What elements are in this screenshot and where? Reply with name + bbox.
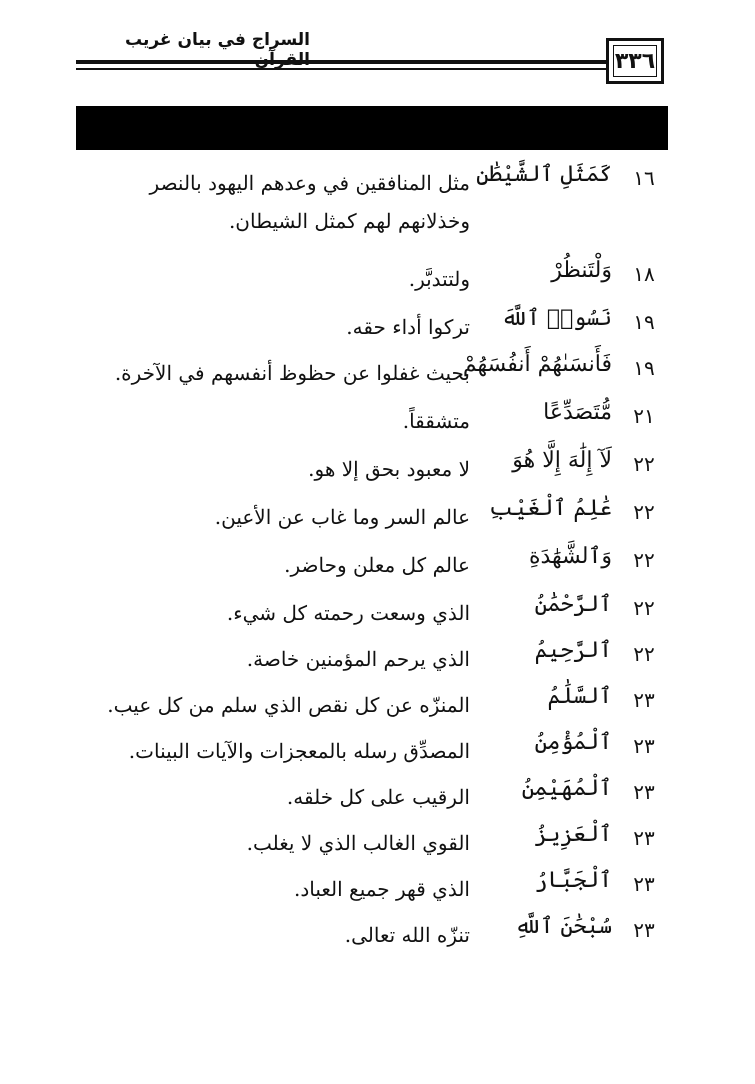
- word-meaning: الذي وسعت رحمته كل شيء.: [226, 601, 470, 625]
- table-row: [76, 492, 668, 540]
- table-header-band: [76, 106, 668, 150]
- table-row: [76, 818, 668, 864]
- quran-word: ٱلْعَزِيزُ: [534, 822, 612, 847]
- table-row: [76, 348, 668, 396]
- quran-word: ٱلْمُؤْمِنُ: [534, 730, 612, 755]
- quran-word: ٱلسَّلَٰمُ: [547, 684, 612, 709]
- word-meaning: القوي الغالب الذي لا يغلب.: [246, 831, 470, 855]
- quran-word: ٱلرَّحِيمُ: [534, 638, 612, 663]
- book-title: السراج في بيان غريب: [124, 30, 310, 50]
- word-meaning: تركوا أداء حقه.: [346, 315, 470, 339]
- page-number: ٣٣٦: [614, 48, 656, 74]
- header-rule-thin: [76, 68, 610, 70]
- page-header: [0, 0, 755, 90]
- verse-number: ٢٣: [633, 872, 655, 896]
- quran-word: سُبْحَٰنَ ٱللَّهِ: [514, 914, 612, 939]
- quran-word: نَسُوا۟ ٱللَّهَ: [501, 306, 612, 331]
- word-meaning: المنزّه عن كل نقص الذي سلم من كل عيب.: [107, 693, 470, 717]
- table-row: [76, 444, 668, 492]
- word-meaning: متشققاً.: [402, 409, 470, 433]
- verse-number: ٢٢: [633, 642, 655, 666]
- glossary-table: [76, 158, 668, 956]
- word-meaning: مثل المنافقين في وعدهم اليهود بالنصر وخذلانهم لهم كمثل الشيطان.: [149, 171, 470, 233]
- verse-number: ٢٢: [633, 596, 655, 620]
- table-row: [76, 910, 668, 956]
- verse-number: ٢٣: [633, 826, 655, 850]
- word-meaning: عالم كل معلن وحاضر.: [284, 553, 470, 577]
- verse-number: ٢٢: [633, 548, 655, 572]
- quran-word: مُّتَصَدِّعًا: [543, 400, 612, 425]
- verse-number: ٢٣: [633, 688, 655, 712]
- word-meaning: الذي قهر جميع العباد.: [294, 877, 470, 901]
- word-meaning: الذي يرحم المؤمنين خاصة.: [246, 647, 470, 671]
- quran-word: وَلْتَنظُرْ: [551, 258, 612, 283]
- verse-number: ٢٢: [633, 452, 655, 476]
- word-meaning: بحيث غفلوا عن حظوظ أنفسهم في الآخرة.: [114, 361, 470, 385]
- word-meaning: المصدِّق رسله بالمعجزات والآيات البينات.: [128, 739, 470, 763]
- table-row: [76, 588, 668, 634]
- table-row: [76, 634, 668, 680]
- table-row: [76, 680, 668, 726]
- table-row: [76, 726, 668, 772]
- verse-number: ٢٣: [633, 918, 655, 942]
- word-meaning: عالم السر وما غاب عن الأعين.: [214, 505, 470, 529]
- table-row: [76, 396, 668, 444]
- word-meaning: تنزّه الله تعالى.: [344, 923, 470, 947]
- table-row: [76, 864, 668, 910]
- page-number-box: [606, 38, 664, 84]
- verse-number: ٢٣: [633, 734, 655, 758]
- table-row: [76, 158, 668, 254]
- quran-word: ٱلْجَبَّارُ: [534, 868, 612, 893]
- quran-word: وَٱلشَّهَٰدَةِ: [528, 544, 612, 569]
- header-rule-thick: [76, 60, 610, 64]
- verse-number: ١٨: [633, 262, 655, 286]
- word-meaning: الرقيب على كل خلقه.: [286, 785, 470, 809]
- verse-number: ٢١: [633, 404, 655, 428]
- quran-word: فَأَنسَىٰهُمْ أَنفُسَهُمْ: [462, 352, 612, 377]
- quran-word: كَمَثَلِ ٱلشَّيْطَٰنِ: [476, 162, 612, 187]
- verse-number: ١٦: [633, 166, 655, 190]
- verse-number: ٢٢: [633, 500, 655, 524]
- quran-word: ٱلرَّحْمَٰنُ: [534, 592, 612, 617]
- table-row: [76, 302, 668, 348]
- table-row: [76, 540, 668, 588]
- quran-word: عَٰلِمُ ٱلْغَيْبِ: [488, 496, 612, 521]
- quran-word: لَآ إِلَٰهَ إِلَّا هُوَ: [512, 448, 612, 473]
- quran-word: ٱلْمُهَيْمِنُ: [521, 776, 612, 801]
- word-meaning: لا معبود بحق إلا هو.: [308, 457, 470, 481]
- word-meaning: ولتتدبَّر.: [408, 267, 470, 291]
- verse-number: ١٩: [633, 310, 655, 334]
- verse-number: ٢٣: [633, 780, 655, 804]
- verse-number: ١٩: [633, 356, 655, 380]
- table-row: [76, 772, 668, 818]
- table-row: [76, 254, 668, 302]
